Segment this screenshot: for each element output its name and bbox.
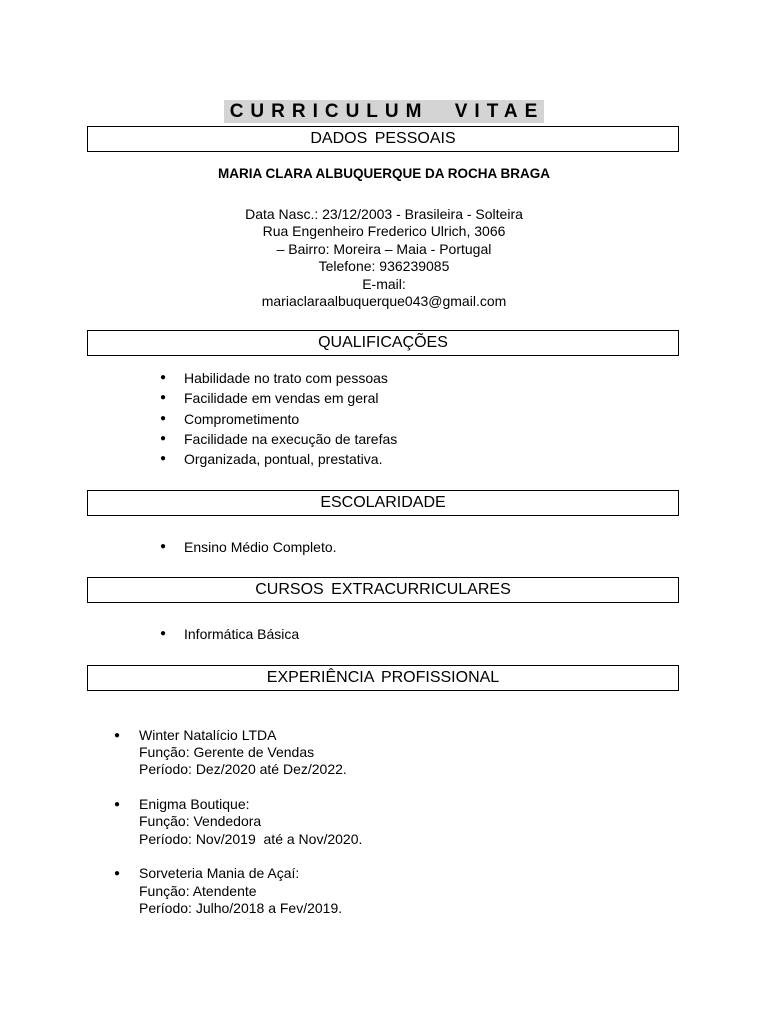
- experience-entry: [139, 865, 362, 917]
- experience-list: [139, 727, 362, 935]
- section-heading-experience: EXPERIÊNCIA PROFISSIONAL: [87, 665, 679, 691]
- job-period: Período: Dez/2020 até Dez/2022.: [139, 761, 347, 778]
- section-heading-courses: CURSOS EXTRACURRICULARES: [87, 577, 679, 603]
- list-item: ● Facilidade em vendas em geral: [184, 388, 397, 408]
- job-role: Função: Gerente de Vendas: [139, 744, 315, 761]
- job-role: Função: Atendente: [139, 882, 257, 899]
- job-period: Período: Julho/2018 a Fev/2019.: [139, 899, 343, 916]
- list-item: ● Ensino Médio Completo.: [184, 537, 337, 557]
- full-name: MARIA CLARA ALBUQUERQUE DA ROCHA BRAGA: [218, 166, 550, 181]
- section-heading-education: ESCOLARIDADE: [87, 490, 679, 516]
- experience-entry: [139, 727, 362, 779]
- company-name: ● Enigma Boutique:: [139, 796, 250, 813]
- section-heading-personal: DADOS PESSOAIS: [87, 126, 679, 152]
- title-text: CURRICULUM VITAE: [224, 100, 545, 123]
- email-address: mariaclaraalbuquerque043@gmail.com: [261, 293, 507, 310]
- courses-list: [184, 624, 299, 644]
- section-heading-qualifications: QUALIFICAÇÕES: [87, 330, 679, 356]
- list-item: ● Facilidade na execução de tarefas: [184, 429, 397, 449]
- email-label: E-mail:: [362, 275, 406, 292]
- address-line-1: Rua Engenheiro Frederico Ulrich, 3066: [262, 223, 506, 240]
- company-name: ● Winter Natalício LTDA: [139, 727, 277, 743]
- job-role: Função: Vendedora: [139, 813, 262, 830]
- list-item: ● Comprometimento: [184, 409, 397, 429]
- qualifications-list: [184, 368, 397, 469]
- address-line-2: – Bairro: Moreira – Maia - Portugal: [276, 240, 492, 257]
- list-item: ● Informática Básica: [184, 624, 299, 644]
- list-item: ● Habilidade no trato com pessoas: [184, 368, 397, 388]
- company-name: ● Sorveteria Mania de Açaí:: [139, 865, 300, 882]
- personal-info-block: [0, 206, 768, 310]
- job-period: Período: Nov/2019 até a Nov/2020.: [139, 830, 363, 847]
- education-list: [184, 537, 337, 557]
- birth-info: Data Nasc.: 23/12/2003 - Brasileira - Solteira: [245, 206, 523, 222]
- list-item: ● Organizada, pontual, prestativa.: [184, 449, 397, 469]
- document-title: [0, 88, 768, 125]
- experience-entry: [139, 796, 362, 848]
- phone-line: Telefone: 936239085: [318, 258, 450, 275]
